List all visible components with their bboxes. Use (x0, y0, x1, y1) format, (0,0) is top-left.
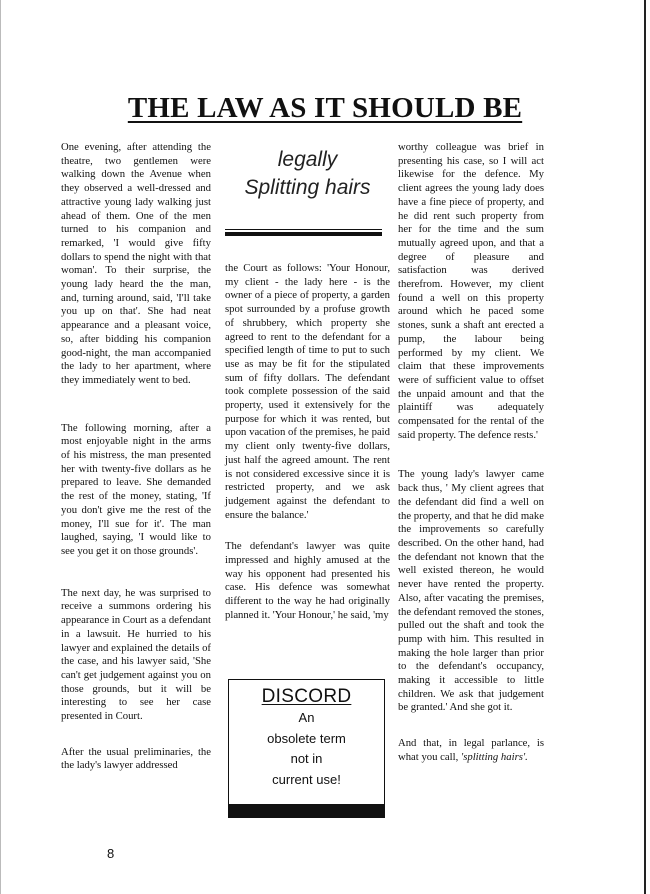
page-edge-right (644, 0, 646, 894)
paragraph: worthy colleague was brief in presenting his case, so I will act likewise for the defence. My client agrees the young lady does have a fine piece of property, and he did rent such property from her for the time and the sum mutually agreed upon, and that a degree of pleasure and satisfaction was derived therefrom. However, my client found a well on this property around which he paced some stones, sunk a shaft ant erected a pump, the labour being performed by my client. We claim that these improvements were of sufficient value to offset the unpaid amount and that the plaintiff was adequately compensated for the rental of the said property. The defence rests.' (398, 141, 544, 441)
sidebar-box-discord (228, 679, 385, 818)
closing-emphasis: 'splitting hairs'. (460, 750, 528, 763)
sidebar-heading: DISCORD (261, 686, 352, 707)
paragraph: One evening, after attending the theatre, two gentlemen were walking down the Avenue when they observed a well-dressed and attractive young lady walking just ahead of them. One of the men turned to his companion and remarked, 'I would give fifty dollars to spend the night with that woman'. To their surprise, the young lady heard the the man, and, turning around, said, 'I'll take you up on that'. She had neat appearance and a pleasant voice, so, after bidding his companion good-night, the man accompanied the lady to her apartment, where they immediately went to bed. (61, 141, 211, 386)
page-edge-left (0, 0, 1, 894)
section-kicker (225, 146, 390, 202)
paragraph: the Court as follows: 'Your Honour, my client - the lady here - is the owner of a piece of property, a garden spot surrounded by a profuse growth of shrubbery, which property she agreed to rent to the defendant for a specified length of time to put to such use as may be fit for the stipulated sum of fifty dollars. The defendant took complete possession of the said property, used it extensively for the purpose for which it was rented, but upon vacation of the premises, he paid my client only twenty-five dollars, just half the agreed amount. The rent is not considered excessive since it is restricted property, and we ask judgement against the defendant to ensure the balance.' (225, 262, 390, 521)
kicker-line-2: Splitting hairs (244, 176, 371, 199)
column-2 (225, 262, 390, 635)
sidebar-line: current use! (272, 771, 341, 787)
paragraph: After the usual preliminaries, the the lady's lawyer addressed (61, 745, 211, 772)
closing-paragraph (398, 737, 544, 764)
paragraph: The next day, he was surprised to receive a summons ordering his appearance in Court as a defendant in a lawsuit. He hurried to his lawyer and explained the details of the case, and his lawyer said, 'She can't get judgement against you on those grounds, but it will be interesting to see her case presented in Court. (61, 586, 211, 723)
column-3 (398, 141, 544, 777)
divider-thick (225, 232, 382, 236)
paragraph: The following morning, after a most enjoyable night in the arms of his mistress, the man presented her with twenty-five dollars as he prepared to leave. She demanded the rest of the money, stating, 'If you don't give me the rest of the money, I'll sue for it'. The man laughed, saying, 'I would like to see you get it on those grounds'. (61, 421, 211, 557)
page-number: 8 (107, 846, 115, 861)
kicker-line-1: legally (277, 148, 338, 171)
article-title: THE LAW AS IT SHOULD BE (127, 92, 523, 124)
sidebar-line: obsolete term (267, 730, 346, 746)
sidebar-line: not in (290, 751, 323, 766)
closing-text: And that, in legal parlance, is what you call, (398, 737, 544, 763)
sidebar-bottom-bar (228, 804, 385, 818)
divider-thin (225, 229, 382, 230)
column-1 (61, 141, 211, 785)
paragraph: The young lady's lawyer came back thus, ' My client agrees that the defendant did find a well on the property, and that he did make the improvements so carefully described. On the other hand, had the defendant not known that the well existed thereon, he would never have rented the property. Also, after vacating the premises, the defendant removed the stones, pulled out the shaft and took the pump with him. This resulted in making the hole larger than prior to the defendant's occupancy, making it accessible to little children. We ask that judgement be granted.' And she got it. (398, 468, 544, 714)
paragraph: The defendant's lawyer was quite impressed and highly amused at the way his opponent had presented his case. His defence was somewhat different to the way he had originally planned it. 'Your Honour,' he said, 'my (225, 540, 390, 621)
sidebar-line: An (298, 710, 315, 725)
